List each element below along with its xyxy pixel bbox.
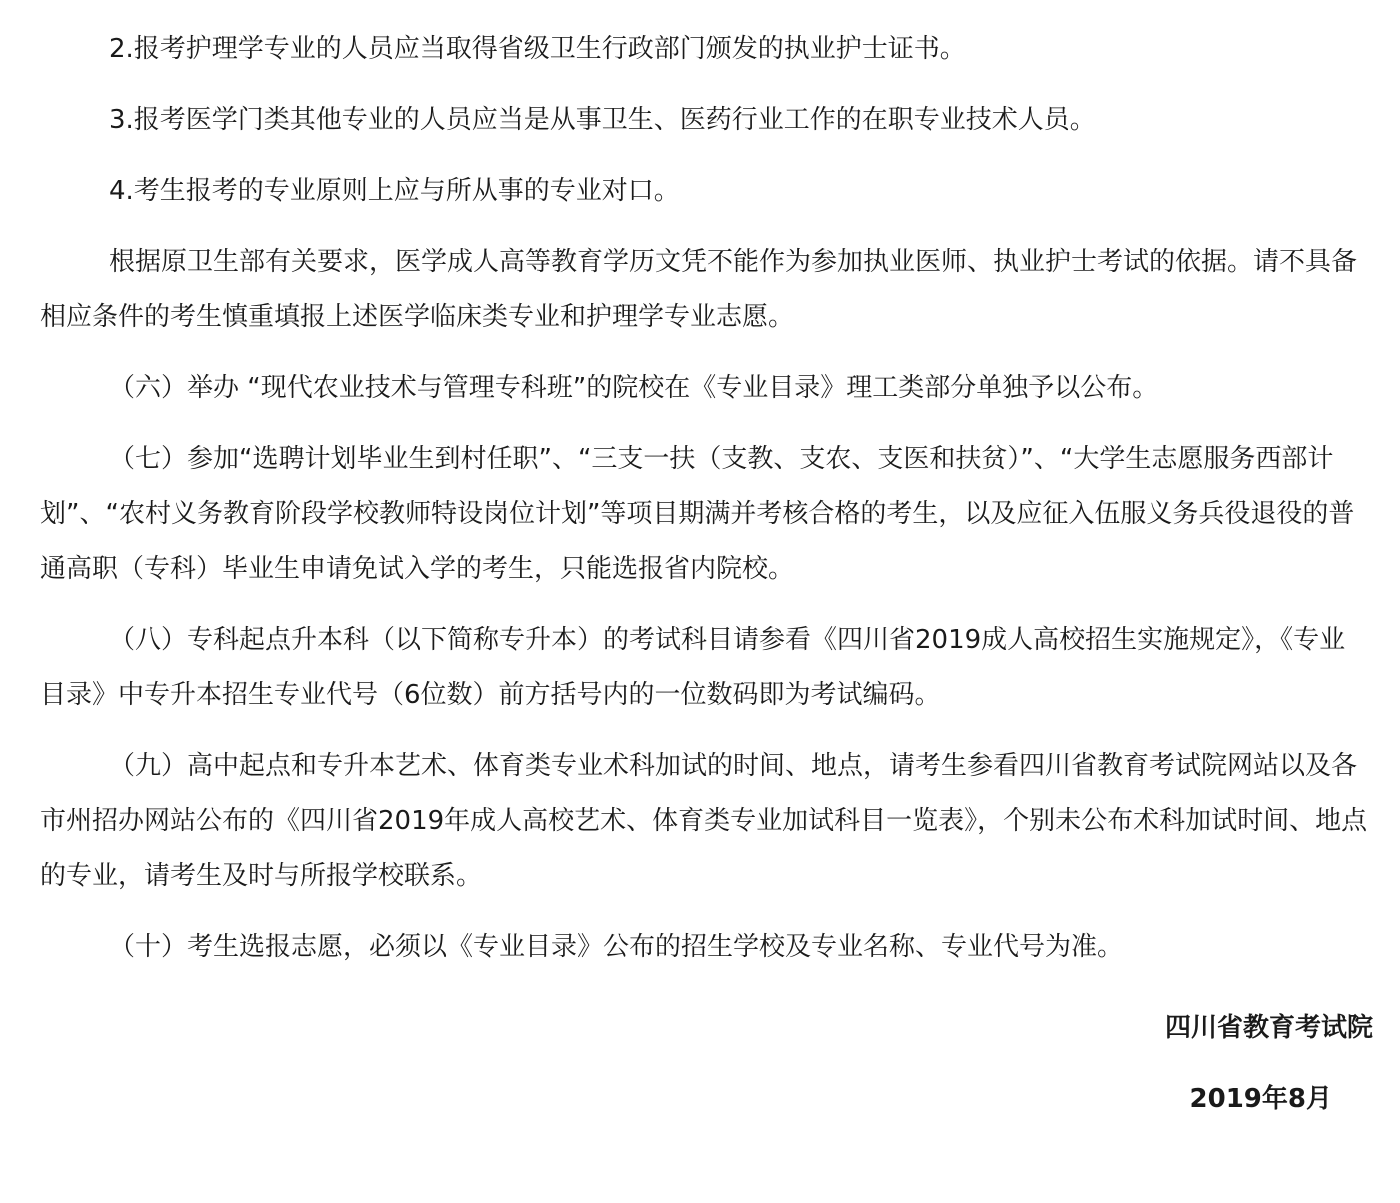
signature-organization: 四川省教育考试院: [1164, 1013, 1373, 1043]
paragraph-item-4-major-match: 4.考生报考的专业原则上应与所从事的专业对口。: [109, 176, 680, 206]
paragraph-section-7: （七）参加“选聘计划毕业生到村任职”、“三支一扶（支教、支农、支医和扶贫）”、“大学生志愿服务西部计划”、“农村义务教育阶段学校教师特设岗位计划”等项目期满并考核合格的考生，以及应征入伍服义务兵役退役的普通高职（专科）毕业生申请免试入学的考生，只能选报省内院校。: [40, 444, 1355, 584]
paragraph-section-6: （六）举办 “现代农业技术与管理专科班”的院校在《专业目录》理工类部分单独予以公布。: [109, 373, 1159, 403]
paragraph-section-9: （九）高中起点和专升本艺术、体育类专业术科加试的时间、地点，请考生参看四川省教育考试院网站以及各市州招办网站公布的《四川省2019年成人高校艺术、体育类专业加试科目一览表》，个别未公布术科加试时间、地点的专业，请考生及时与所报学校联系。: [40, 751, 1368, 891]
paragraph-item-2-nursing: 2.报考护理学专业的人员应当取得省级卫生行政部门颁发的执业护士证书。: [109, 34, 966, 64]
paragraph-health-ministry-note: 根据原卫生部有关要求，医学成人高等教育学历文凭不能作为参加执业医师、执业护士考试的依据。请不具备相应条件的考生慎重填报上述医学临床类专业和护理学专业志愿。: [40, 247, 1358, 332]
paragraph-section-10: （十）考生选报志愿，必须以《专业目录》公布的招生学校及专业名称、专业代号为准。: [109, 932, 1124, 962]
signature-date: 2019年8月: [1189, 1084, 1332, 1114]
document-body: [40, 22, 1370, 975]
paragraph-section-8: （八）专科起点升本科（以下简称专升本）的考试科目请参看《四川省2019成人高校招生实施规定》，《专业目录》中专升本招生专业代号（6位数）前方括号内的一位数码即为考试编码。: [40, 625, 1346, 710]
paragraph-item-3-medical-other: 3.报考医学门类其他专业的人员应当是从事卫生、医药行业工作的在职专业技术人员。: [109, 105, 1096, 135]
